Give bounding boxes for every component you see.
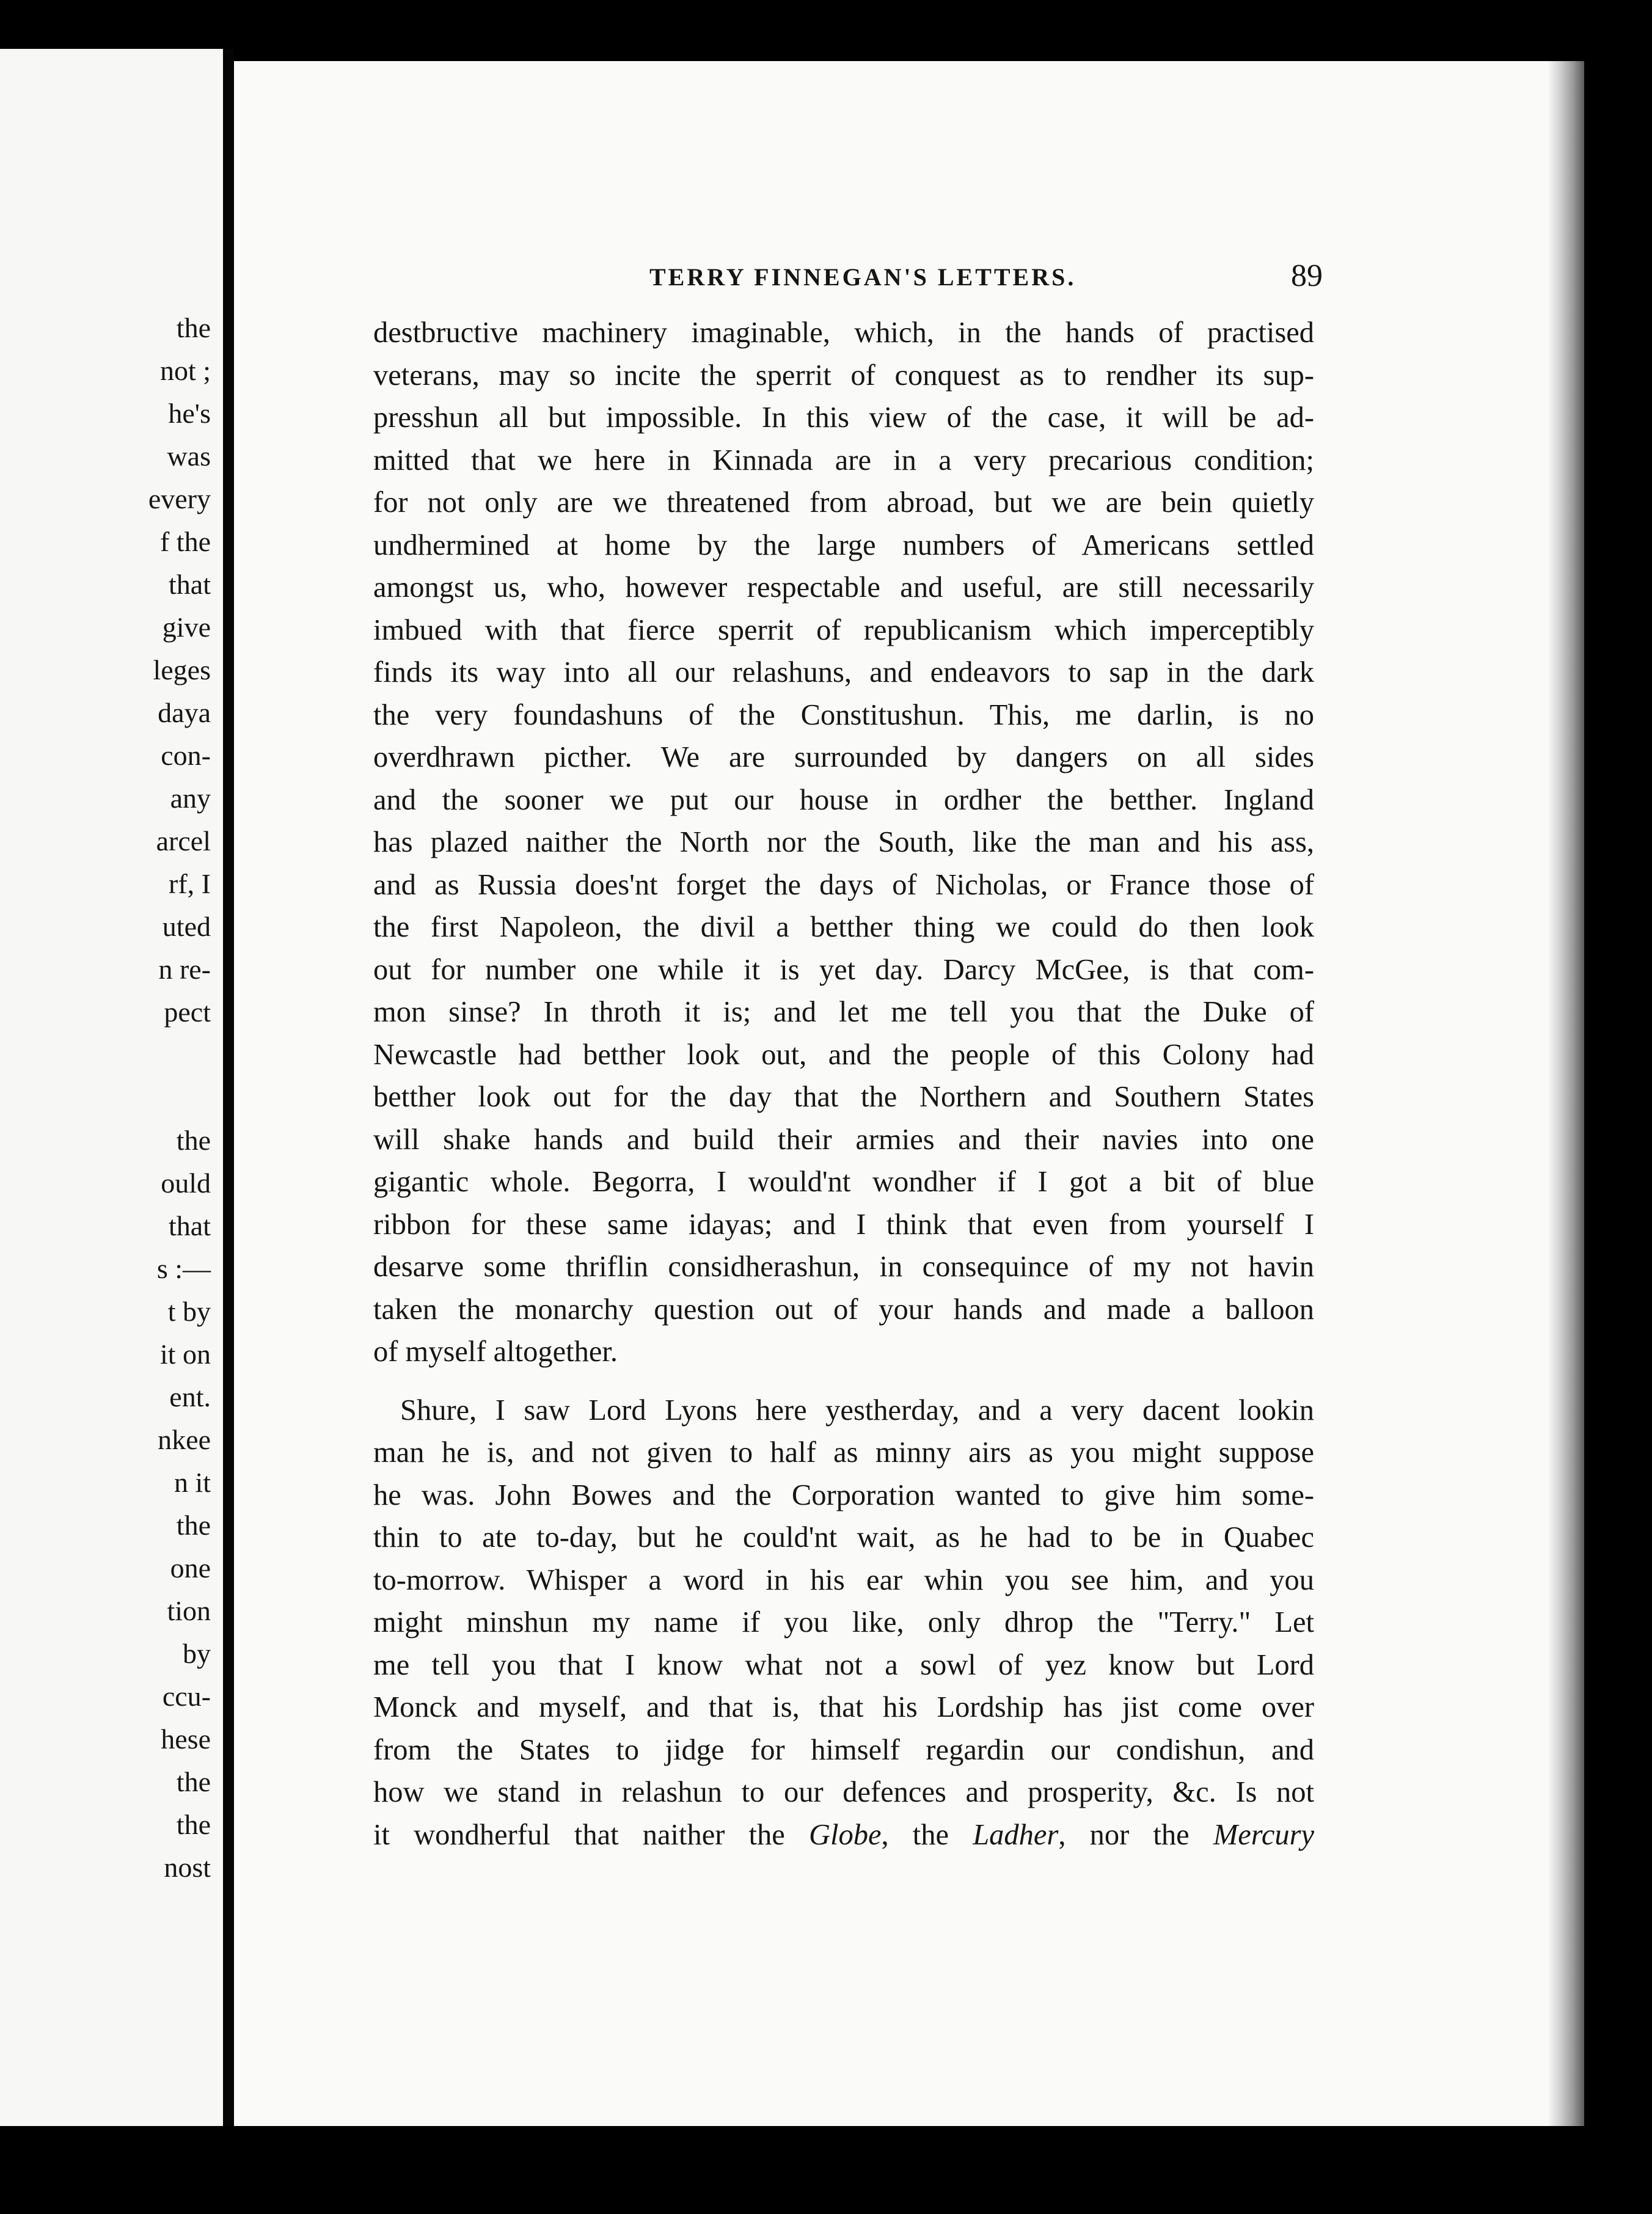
text-line: imbued with that fierce sperrit of republicanism which imperceptibly (373, 613, 1314, 646)
left-facing-page (0, 49, 223, 2126)
text-line: out for number one while it is yet day. Darcy McGee, is that com- (373, 953, 1314, 986)
text-line: veterans, may so incite the sperrit of conquest as to rendher its sup- (373, 359, 1314, 392)
text-run: , the (881, 1818, 973, 1851)
left-page-line-fragment: any (170, 783, 211, 814)
left-page-line-fragment: ould (161, 1167, 211, 1199)
text-line: ribbon for these same idayas; and I think that even from yourself I (373, 1208, 1314, 1241)
text-line: and the sooner we put our house in ordher the betther. Ingland (373, 783, 1314, 816)
running-title: TERRY FINNEGAN'S LETTERS. (649, 263, 1076, 291)
text-line: destbructive machinery imaginable, which, in the hands of practised (373, 316, 1314, 349)
left-page-line-fragment: n it (174, 1467, 211, 1498)
left-page-line-fragment: the (176, 1510, 211, 1541)
text-line: might minshun my name if you like, only dhrop the "Terry." Let (373, 1606, 1314, 1639)
text-line: he was. John Bowes and the Corporation wanted to give him some- (373, 1478, 1314, 1511)
text-line: mon sinse? In throth it is; and let me tell you that the Duke of (373, 996, 1314, 1028)
text-line: and as Russia does'nt forget the days of Nicholas, or France those of (373, 868, 1314, 901)
left-page-line-fragment: the (176, 1125, 211, 1156)
paragraph-2 (373, 1389, 1314, 1857)
left-page-line-fragment: the (176, 312, 211, 343)
left-page-line-fragment: by (183, 1638, 211, 1669)
text-line: presshun all but impossible. In this view of the case, it will be ad- (373, 401, 1314, 434)
left-page-line-fragment: ccu- (162, 1681, 211, 1712)
left-page-line-fragment: one (170, 1552, 211, 1584)
text-line-last (373, 1814, 1314, 1857)
text-line: of myself altogether. (373, 1335, 618, 1368)
left-page-line-fragment: con- (161, 740, 211, 771)
text-line: Shure, I saw Lord Lyons here yestherday, and a very dacent lookin (400, 1394, 1314, 1427)
left-page-line-fragment: ent. (169, 1381, 211, 1412)
right-page (234, 61, 1584, 2126)
left-page-line-fragment: he's (168, 398, 211, 429)
left-page-line-fragment: pect (164, 996, 211, 1028)
left-page-line-fragment: uted (162, 911, 211, 942)
left-page-line-fragment: give (162, 612, 211, 643)
left-page-line-fragment: leges (153, 654, 211, 685)
left-page-line-fragment: tion (167, 1595, 211, 1626)
text-line: betther look out for the day that the Northern and Southern States (373, 1081, 1314, 1113)
left-page-line-fragment: s :— (156, 1253, 211, 1284)
left-page-line-fragment: daya (158, 697, 211, 728)
newspaper-title: Globe (808, 1818, 882, 1851)
page-number: 89 (1291, 258, 1323, 293)
left-page-line-fragment: nkee (158, 1424, 211, 1455)
text-line: thin to ate to-day, but he could'nt wait, as he had to be in Quabec (373, 1521, 1314, 1554)
left-page-line-fragment: t by (167, 1296, 211, 1327)
text-line: Monck and myself, and that is, that his Lordship has jist come over (373, 1691, 1314, 1723)
body-text (373, 312, 1314, 1856)
newspaper-title: Ladher (973, 1818, 1059, 1851)
left-page-line-fragment: nost (164, 1852, 211, 1883)
left-page-line-fragment: the (176, 1766, 211, 1797)
left-page-line-fragment: n re- (158, 954, 211, 985)
text-line: amongst us, who, however respectable and useful, are still necessarily (373, 571, 1314, 604)
text-line: from the States to jidge for himself regardin our condishun, and (373, 1733, 1314, 1766)
page-edge-shadow (1548, 61, 1584, 2126)
newspaper-title: Mercury (1213, 1818, 1314, 1851)
text-run: it wondherful that naither the (373, 1818, 809, 1851)
text-line: the very foundashuns of the Constitushun. This, me darlin, is no (373, 698, 1314, 731)
running-head (234, 258, 1584, 299)
left-page-line-fragment: every (148, 483, 211, 514)
left-page-line-fragment: hese (161, 1723, 211, 1755)
left-page-line-fragment: was (167, 440, 211, 472)
left-page-line-fragment: it on (159, 1339, 211, 1370)
text-line: Newcastle had betther look out, and the people of this Colony had (373, 1038, 1314, 1071)
text-line: has plazed naither the North nor the South, like the man and his ass, (373, 826, 1314, 858)
text-line: finds its way into all our relashuns, and endeavors to sap in the dark (373, 656, 1314, 689)
text-line: gigantic whole. Begorra, I would'nt wondher if I got a bit of blue (373, 1166, 1314, 1198)
text-line: for not only are we threatened from abroad, but we are bein quietly (373, 486, 1314, 519)
left-page-line-fragment: f the (159, 526, 211, 557)
left-page-line-fragment: that (169, 569, 211, 600)
left-page-line-fragment: the (176, 1809, 211, 1840)
text-line: taken the monarchy question out of your hands and made a balloon (373, 1293, 1314, 1326)
text-line: to-morrow. Whisper a word in his ear whin you see him, and you (373, 1563, 1314, 1596)
text-line: will shake hands and build their armies and their navies into one (373, 1123, 1314, 1156)
text-line: man he is, and not given to half as minny airs as you might suppose (373, 1436, 1314, 1469)
book-gutter (223, 49, 234, 2126)
text-line: overdhrawn picther. We are surrounded by dangers on all sides (373, 741, 1314, 773)
text-line: me tell you that I know what not a sowl of yez know but Lord (373, 1648, 1314, 1681)
left-page-line-fragment: that (169, 1210, 211, 1241)
text-run: , nor the (1058, 1818, 1213, 1851)
text-line: undhermined at home by the large numbers of Americans settled (373, 528, 1314, 561)
left-page-line-fragment: rf, I (169, 868, 211, 899)
text-line: mitted that we here in Kinnada are in a very precarious condition; (373, 444, 1314, 477)
text-line: desarve some thriflin considherashun, in consequince of my not havin (373, 1251, 1314, 1283)
paragraph-1 (373, 312, 1314, 1373)
left-page-line-fragment: arcel (156, 825, 211, 857)
text-line: how we stand in relashun to our defences and prosperity, &c. Is not (373, 1776, 1314, 1808)
text-line: the first Napoleon, the divil a betther thing we could do then look (373, 911, 1314, 943)
left-page-line-fragment: not ; (159, 355, 211, 386)
